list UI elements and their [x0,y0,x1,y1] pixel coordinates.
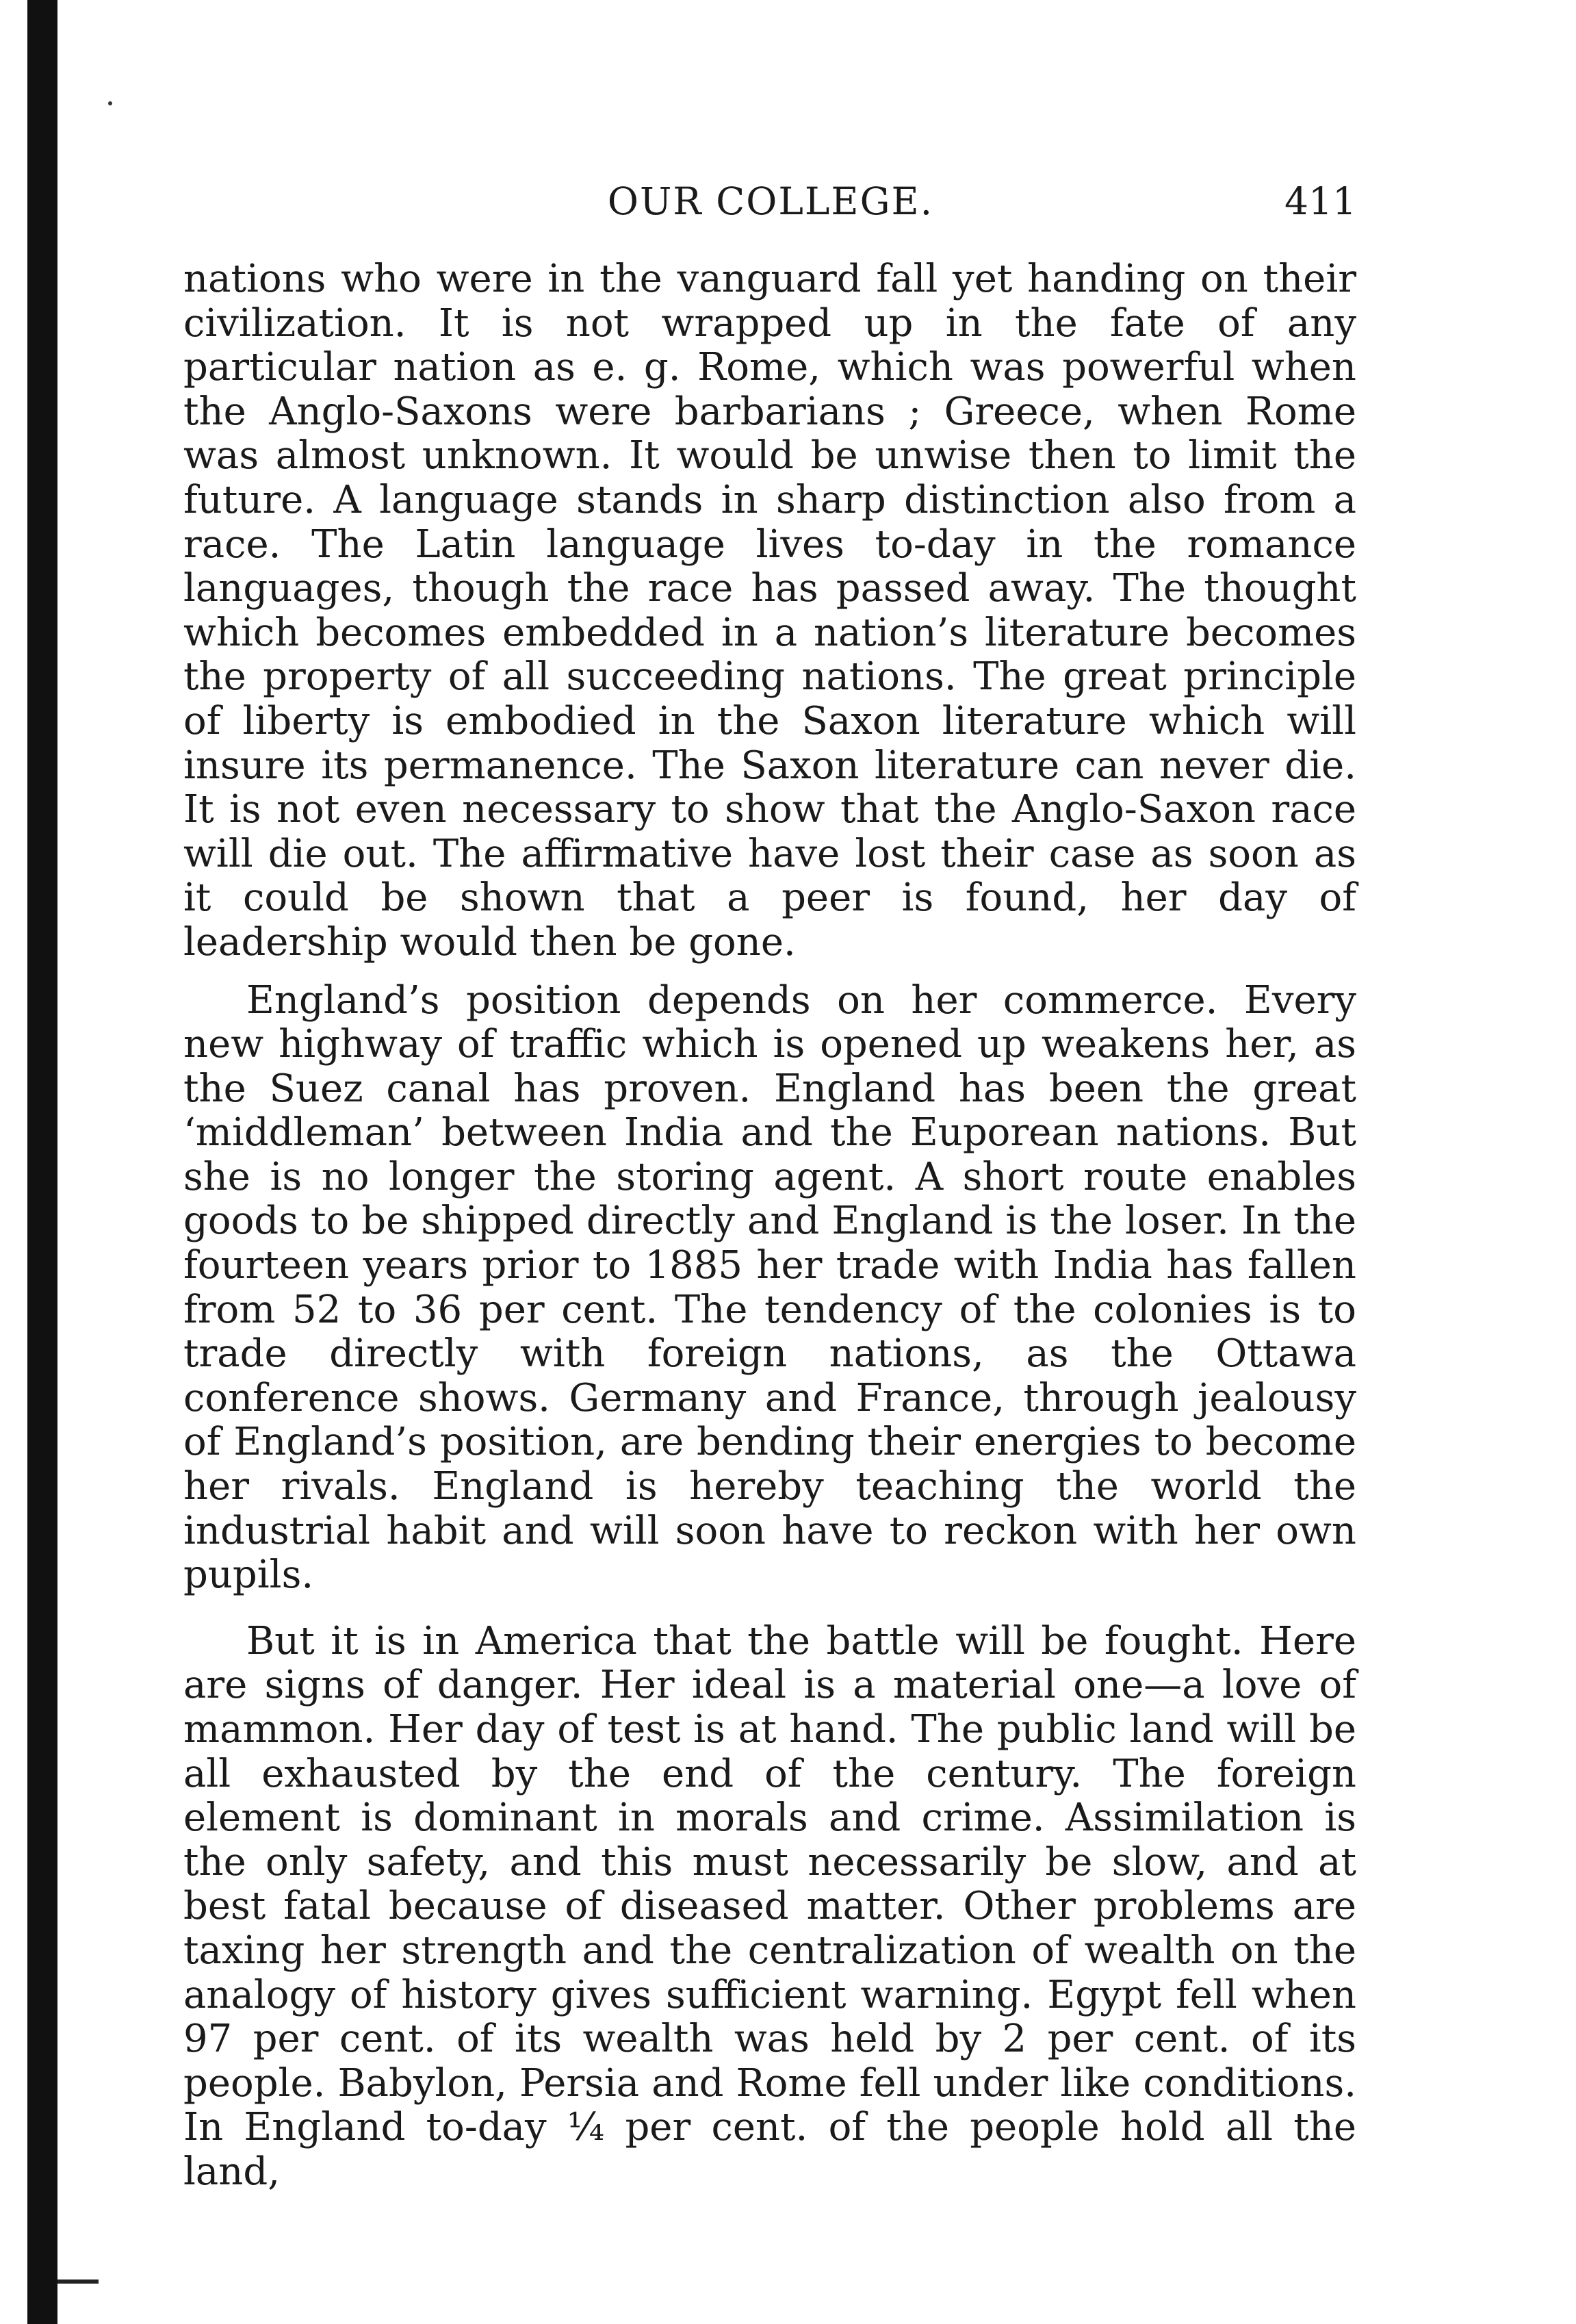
paragraph-1: nations who were in the vanguard fall yet handing on their civilization. It is not wrapped up in the fate of any particular nation as e. g. Rome, which was powerful when the Anglo-Saxons were barbarians ; Greece, when Rome was almost unknown. It would be unwise then to limit the future. A language stands in sharp distinction also from a race. The Latin language lives to-day in the romance languages, though the race has passed away. The thought which becomes embedded in a nation’s literature becomes the property of all succeeding nations. The great principle of liberty is embodied in the Saxon literature which will insure its permanence. The Saxon literature can never die. It is not even necessary to show that the Anglo-Saxon race will die out. The affirmative have lost their case as soon as it could be shown that a peer is found, her day of leadership would then be gone. [183,257,1356,965]
running-title: OUR COLLEGE. [607,179,934,223]
ink-speck [108,101,112,105]
paragraph-3: But it is in America that the battle will be fought. Here are signs of danger. Her ideal is a material one—a love of mammon. Her day of test is at hand. The public land will be all exhausted by the end of the century. The foreign element is dominant in morals and crime. Assimilation is the only safety, and this must necessarily be slow, and at best fatal because of diseased matter. Other problems are taxing her strength and the centralization of wealth on the analogy of history gives sufficient warning. Egypt fell when 97 per cent. of its wealth was held by 2 per cent. of its people. Babylon, Persia and Rome fell under like conditions. In England to-day ¼ per cent. of the people hold all the land, [183,1618,1356,2194]
page-header [185,179,1356,234]
body-text [183,257,1356,2195]
page-number: 411 [1284,179,1356,223]
paragraph-2: England’s position depends on her commerce. Every new highway of traffic which is opened up weakens her, as the Suez canal has proven. England has been the great ‘middleman’ between India and the Euporean nations. But she is no longer the storing agent. A short route enables goods to be shipped directly and England is the loser. In the fourteen years prior to 1885 her trade with India has fallen from 52 to 36 per cent. The tendency of the colonies is to trade directly with foreign nations, as the Ottawa conference shows. Germany and France, through jealousy of England’s position, are bending their energies to become her rivals. England is hereby teaching the world the industrial habit and will soon have to reckon with her own pupils. [183,978,1356,1598]
binding-mark [57,2280,99,2284]
page-binding-edge [27,0,57,2324]
